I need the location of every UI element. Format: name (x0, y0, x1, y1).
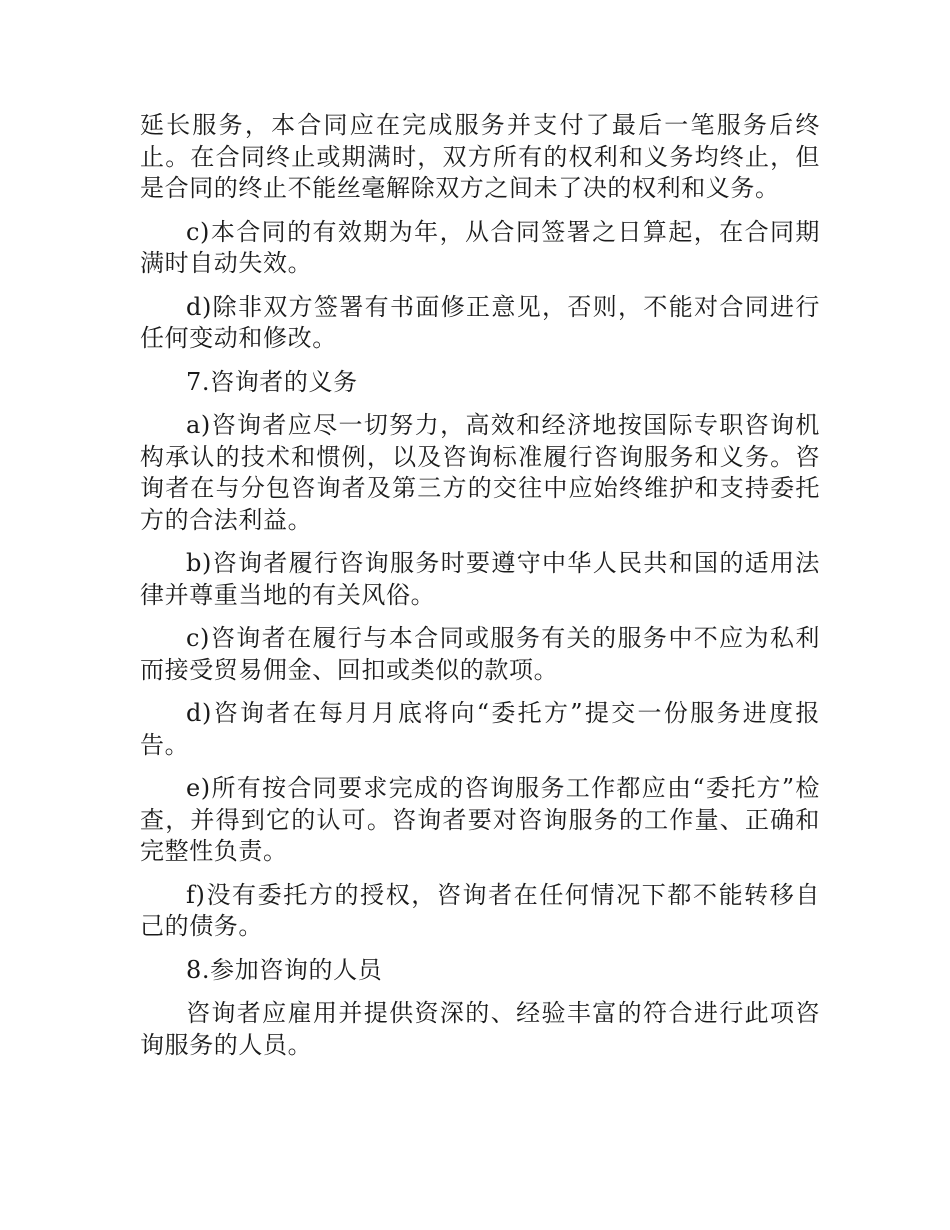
paragraph-clause-c-validity: c)本合同的有效期为年，从合同签署之日算起，在合同期满时自动失效。 (140, 217, 820, 277)
section-heading-consultant-obligations: 7.咨询者的义务 (186, 367, 358, 396)
paragraph-clause-d-progress-report: d)咨询者在每月月底将向“委托方”提交一份服务进度报告。 (140, 699, 820, 759)
paragraph-clause-b-law: b)咨询者履行咨询服务时要遵守中华人民共和国的适用法律并尊重当地的有关风俗。 (140, 549, 820, 609)
paragraph-contract-termination: 延长服务，本合同应在完成服务并支付了最后一笔服务后终止。在合同终止或期满时，双方所有的权利和义务均终止，但是合同的终止不能丝毫解除双方之间未了决的权利和义务。 (140, 111, 820, 202)
section-heading-consulting-personnel: 8.参加咨询的人员 (186, 955, 383, 984)
paragraph-clause-d-amendments: d)除非双方签署有书面修正意见，否则，不能对合同进行任何变动和修改。 (140, 292, 820, 352)
paragraph-personnel-requirement: 咨询者应雇用并提供资深的、经验丰富的符合进行此项咨询服务的人员。 (140, 999, 820, 1059)
paragraph-clause-a-diligence: a)咨询者应尽一切努力，高效和经济地按国际专职咨询机构承认的技术和惯例，以及咨询标准履行咨询服务和义务。咨询者在与分包咨询者及第三方的交往中应始终维护和支持委托方的合法利益。 (140, 411, 820, 534)
paragraph-clause-f-debts: f)没有委托方的授权，咨询者在任何情况下都不能转移自己的债务。 (140, 880, 820, 940)
paragraph-clause-c-commissions: c)咨询者在履行与本合同或服务有关的服务中不应为私利而接受贸易佣金、回扣或类似的款项。 (140, 624, 820, 684)
document-page (140, 110, 820, 1073)
paragraph-clause-e-inspection: e)所有按合同要求完成的咨询服务工作都应由“委托方”检查，并得到它的认可。咨询者要对咨询服务的工作量、正确和完整性负责。 (140, 774, 820, 865)
